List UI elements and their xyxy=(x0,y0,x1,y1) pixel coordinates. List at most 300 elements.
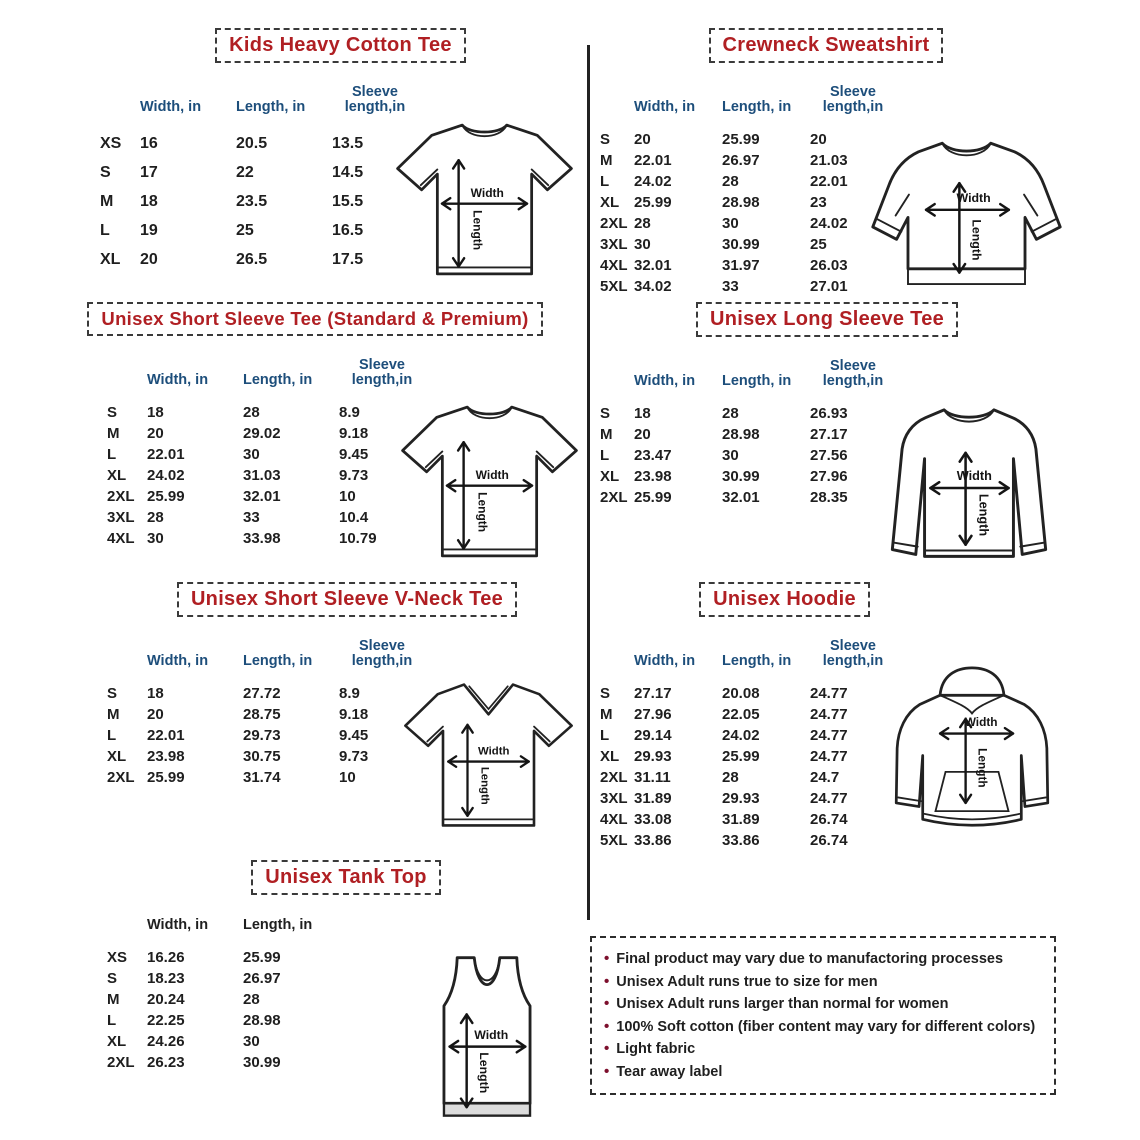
size-table xyxy=(100,85,418,274)
hoodie-illustration xyxy=(876,666,1068,844)
size-value: 28.75 xyxy=(243,706,281,723)
size-value: 32.01 xyxy=(243,488,281,505)
size-value: 29.93 xyxy=(722,790,760,807)
width-label: Width xyxy=(470,186,504,201)
size-label: 4XL xyxy=(600,811,628,828)
section-title-box xyxy=(696,302,958,337)
size-row xyxy=(107,1031,339,1052)
size-label: L xyxy=(600,447,610,464)
size-value: 20 xyxy=(810,131,827,148)
size-value: 26.74 xyxy=(810,832,848,849)
column-header: Width, in xyxy=(147,372,209,388)
section-kids-heavy-cotton-tee xyxy=(40,28,585,274)
corner-cell xyxy=(600,359,634,403)
width-label: Width xyxy=(475,468,509,483)
size-value: 30.99 xyxy=(243,1054,281,1071)
size-label: 3XL xyxy=(107,509,135,526)
size-value: 28 xyxy=(722,769,739,786)
column-header: Length, in xyxy=(236,99,306,115)
size-label: XL xyxy=(107,1033,127,1050)
size-label: M xyxy=(107,425,120,442)
size-table xyxy=(107,639,425,788)
size-row xyxy=(600,424,896,445)
size-row xyxy=(600,809,896,830)
title-row xyxy=(45,860,585,895)
size-label: S xyxy=(107,970,118,987)
column-header: Width, in xyxy=(147,653,209,669)
size-value: 20.24 xyxy=(147,991,185,1008)
size-value: 29.14 xyxy=(634,727,672,744)
size-row xyxy=(600,683,896,704)
column-header: Sleeve length,in xyxy=(351,638,413,669)
size-value: 18.23 xyxy=(147,970,185,987)
size-value: 28 xyxy=(147,509,164,526)
size-value: 22.01 xyxy=(810,173,848,190)
size-value: 22.05 xyxy=(722,706,760,723)
bullet-icon: • xyxy=(604,972,610,990)
note-text: Final product may vary due to manufactoring processes xyxy=(616,951,1004,967)
size-value: 8.9 xyxy=(339,404,360,421)
section-crewneck-sweatshirt xyxy=(596,28,1136,297)
size-value: 29.93 xyxy=(634,748,672,765)
tank-top-illustration xyxy=(423,952,551,1127)
size-value: 25.99 xyxy=(147,488,185,505)
size-row xyxy=(107,767,425,788)
size-label: 2XL xyxy=(600,769,628,786)
size-value: 26.97 xyxy=(722,152,760,169)
corner-cell xyxy=(100,85,140,129)
size-value: 24.7 xyxy=(810,769,840,786)
note-item xyxy=(604,971,1042,994)
size-row xyxy=(107,725,425,746)
size-value: 22.01 xyxy=(634,152,672,169)
size-label: S xyxy=(600,685,611,702)
size-value: 27.96 xyxy=(634,706,672,723)
bullet-icon: • xyxy=(604,1017,610,1035)
title-row xyxy=(45,582,585,617)
size-row xyxy=(107,465,425,486)
size-value: 28.98 xyxy=(243,1012,281,1029)
length-label: Length xyxy=(969,219,984,261)
size-value: 25.99 xyxy=(722,748,760,765)
note-item xyxy=(604,1061,1042,1084)
note-text: Tear away label xyxy=(616,1063,723,1080)
size-value: 31.89 xyxy=(722,811,760,828)
bullet-icon: • xyxy=(604,995,610,1012)
size-table xyxy=(600,639,896,851)
size-row xyxy=(107,968,339,989)
size-row xyxy=(100,216,418,245)
size-row xyxy=(107,423,425,444)
size-value: 9.18 xyxy=(339,706,369,723)
size-row xyxy=(600,704,896,725)
header-row xyxy=(107,639,425,683)
size-label: L xyxy=(600,727,610,744)
size-label: S xyxy=(600,405,611,422)
note-item xyxy=(604,1016,1042,1039)
length-label: Length xyxy=(478,766,491,805)
size-value: 30 xyxy=(147,530,164,547)
size-value: 23.98 xyxy=(634,468,672,485)
size-value: 21.03 xyxy=(810,152,848,169)
section-title: Crewneck Sweatshirt xyxy=(722,34,930,56)
tee-illustration xyxy=(397,396,582,567)
size-row xyxy=(600,746,896,767)
size-label: 4XL xyxy=(107,530,135,547)
column-header: Length, in xyxy=(722,99,792,115)
size-value: 25.99 xyxy=(634,489,672,506)
size-value: 28 xyxy=(243,404,260,421)
size-value: 24.77 xyxy=(810,790,848,807)
size-value: 20 xyxy=(147,706,164,723)
size-value: 28.98 xyxy=(722,426,760,443)
size-table xyxy=(107,358,425,549)
width-label: Width xyxy=(956,191,991,206)
column-divider xyxy=(587,45,590,920)
size-value: 33 xyxy=(722,278,739,295)
length-label: Length xyxy=(476,1052,491,1094)
size-row xyxy=(107,947,339,968)
size-row xyxy=(107,444,425,465)
size-value: 18 xyxy=(140,192,158,210)
size-table xyxy=(107,917,339,1073)
width-label: Width xyxy=(478,745,510,758)
notes-box xyxy=(590,936,1056,1095)
size-value: 24.02 xyxy=(810,215,848,232)
size-label: L xyxy=(107,446,117,463)
size-value: 31.97 xyxy=(722,257,760,274)
length-label: Length xyxy=(475,492,490,533)
note-item xyxy=(604,948,1042,971)
size-value: 26.97 xyxy=(243,970,281,987)
size-table xyxy=(600,359,896,508)
size-value: 31.11 xyxy=(634,769,671,786)
size-value: 28 xyxy=(243,991,260,1008)
tee-illustration xyxy=(392,114,577,285)
size-value: 17.5 xyxy=(332,250,364,268)
size-value: 28 xyxy=(722,405,739,422)
size-value: 27.96 xyxy=(810,468,848,485)
size-value: 30 xyxy=(243,1033,260,1050)
width-label: Width xyxy=(964,715,998,730)
size-value: 25.99 xyxy=(243,949,281,966)
size-label: S xyxy=(600,131,611,148)
size-value: 23.98 xyxy=(147,748,185,765)
size-label: 2XL xyxy=(107,1054,135,1071)
size-label: L xyxy=(107,727,117,744)
size-value: 23 xyxy=(810,194,827,211)
size-value: 30.75 xyxy=(243,748,281,765)
size-value: 22 xyxy=(236,163,254,181)
size-value: 20.5 xyxy=(236,134,268,152)
size-label: S xyxy=(107,404,118,421)
section-unisex-long-sleeve-tee xyxy=(596,302,1136,537)
section-title: Unisex Hoodie xyxy=(713,588,856,610)
size-value: 10 xyxy=(339,488,356,505)
section-title: Unisex Short Sleeve Tee (Standard & Premium) xyxy=(101,308,529,329)
section-unisex-tank-top xyxy=(45,860,585,1094)
size-value: 27.17 xyxy=(810,426,848,443)
size-row xyxy=(600,445,896,466)
size-label: 2XL xyxy=(600,215,628,232)
size-label: 2XL xyxy=(600,489,628,506)
section-unisex-hoodie xyxy=(596,582,1136,851)
size-value: 25 xyxy=(236,221,254,239)
header-row xyxy=(600,359,896,403)
size-value: 31.89 xyxy=(634,790,672,807)
size-value: 25.99 xyxy=(634,194,672,211)
size-value: 19 xyxy=(140,221,158,239)
size-value: 24.26 xyxy=(147,1033,185,1050)
header-row xyxy=(107,358,425,402)
size-value: 26.74 xyxy=(810,811,848,828)
section-title-box xyxy=(215,28,466,63)
size-value: 29.02 xyxy=(243,425,281,442)
size-label: S xyxy=(107,685,118,702)
section-unisex-v-neck-tee xyxy=(45,582,585,805)
column-header: Length, in xyxy=(243,372,313,388)
note-text: Unisex Adult runs larger than normal for women xyxy=(616,996,949,1012)
size-value: 24.77 xyxy=(810,706,848,723)
size-value: 30.99 xyxy=(722,236,760,253)
size-value: 30 xyxy=(722,215,739,232)
size-value: 24.02 xyxy=(722,727,760,744)
section-title-box xyxy=(699,582,870,617)
size-value: 18 xyxy=(147,404,164,421)
size-row xyxy=(600,255,896,276)
size-value: 27.72 xyxy=(243,685,281,702)
size-value: 28.98 xyxy=(722,194,760,211)
size-value: 33.08 xyxy=(634,811,672,828)
size-label: S xyxy=(100,163,111,181)
size-value: 34.02 xyxy=(634,278,672,295)
size-label: L xyxy=(107,1012,117,1029)
size-value: 20.08 xyxy=(722,685,760,702)
size-value: 18 xyxy=(147,685,164,702)
size-label: L xyxy=(100,221,110,239)
bullet-icon: • xyxy=(604,1062,610,1080)
size-value: 30 xyxy=(722,447,739,464)
size-label: XS xyxy=(107,949,128,966)
size-value: 16.5 xyxy=(332,221,364,239)
size-value: 23.47 xyxy=(634,447,672,464)
note-text: Unisex Adult runs true to size for men xyxy=(616,973,878,990)
size-row xyxy=(100,129,418,158)
size-value: 33.86 xyxy=(722,832,760,849)
size-table xyxy=(600,85,896,297)
size-label: 3XL xyxy=(600,790,628,807)
corner-cell xyxy=(107,639,147,683)
size-value: 30 xyxy=(634,236,651,253)
size-row xyxy=(107,528,425,549)
size-value: 33 xyxy=(243,509,260,526)
size-row xyxy=(600,234,896,255)
size-label: XL xyxy=(600,468,620,485)
v-neck-tee-illustration xyxy=(401,674,576,836)
long-sleeve-tee-illustration xyxy=(864,398,1074,579)
size-row xyxy=(600,487,896,508)
column-header: Length, in xyxy=(243,653,313,669)
size-value: 31.74 xyxy=(243,769,281,786)
size-row xyxy=(100,245,418,274)
header-row xyxy=(600,85,896,129)
section-title-box xyxy=(177,582,517,617)
corner-cell xyxy=(600,85,634,129)
size-value: 17 xyxy=(140,163,158,181)
size-row xyxy=(107,989,339,1010)
column-header: Length, in xyxy=(722,373,792,389)
size-value: 24.77 xyxy=(810,748,848,765)
length-label: Length xyxy=(470,210,485,251)
size-value: 29.73 xyxy=(243,727,281,744)
size-value: 32.01 xyxy=(722,489,760,506)
size-label: 2XL xyxy=(107,769,135,786)
size-value: 23.5 xyxy=(236,192,268,210)
size-label: M xyxy=(100,192,114,210)
width-label: Width xyxy=(474,1028,509,1043)
size-value: 24.02 xyxy=(147,467,185,484)
section-title: Unisex Tank Top xyxy=(265,866,427,888)
column-header: Width, in xyxy=(634,99,696,115)
title-row xyxy=(596,582,1136,617)
size-value: 24.77 xyxy=(810,727,848,744)
section-title-box xyxy=(87,302,542,336)
notes-list xyxy=(604,948,1042,1083)
size-value: 20 xyxy=(634,131,651,148)
section-title-box xyxy=(251,860,441,895)
size-row xyxy=(600,150,896,171)
title-row xyxy=(596,302,1136,337)
size-value: 10 xyxy=(339,769,356,786)
size-value: 24.77 xyxy=(810,685,848,702)
size-row xyxy=(600,767,896,788)
size-row xyxy=(600,192,896,213)
size-row xyxy=(107,746,425,767)
size-value: 27.56 xyxy=(810,447,848,464)
title-row xyxy=(45,302,585,336)
size-value: 26.03 xyxy=(810,257,848,274)
column-header: Sleeve length,in xyxy=(351,357,413,388)
size-label: XS xyxy=(100,134,122,152)
size-label: M xyxy=(107,991,120,1008)
bullet-icon: • xyxy=(604,1040,610,1057)
column-header: Length, in xyxy=(243,917,313,933)
size-label: XL xyxy=(600,194,620,211)
size-label: 5XL xyxy=(600,832,628,849)
size-label: M xyxy=(600,426,613,443)
title-row xyxy=(40,28,585,63)
size-value: 28 xyxy=(634,215,651,232)
size-value: 30 xyxy=(243,446,260,463)
size-value: 20 xyxy=(147,425,164,442)
size-value: 20 xyxy=(634,426,651,443)
size-row xyxy=(600,788,896,809)
note-item xyxy=(604,993,1042,1016)
size-value: 28.35 xyxy=(810,489,848,506)
note-text: Light fabric xyxy=(616,1041,696,1057)
length-label: Length xyxy=(975,748,990,788)
size-value: 26.93 xyxy=(810,405,848,422)
size-value: 22.25 xyxy=(147,1012,185,1029)
column-header: Width, in xyxy=(147,917,209,933)
size-value: 10.4 xyxy=(339,509,369,526)
size-value: 33.86 xyxy=(634,832,672,849)
size-value: 8.9 xyxy=(339,685,360,702)
width-label: Width xyxy=(956,469,992,484)
section-unisex-short-sleeve-tee xyxy=(45,302,585,549)
size-value: 9.73 xyxy=(339,467,369,484)
size-value: 22.01 xyxy=(147,727,185,744)
size-value: 33.98 xyxy=(243,530,281,547)
size-row xyxy=(107,1010,339,1031)
size-value: 16 xyxy=(140,134,158,152)
corner-cell xyxy=(107,917,147,947)
column-header: Sleeve length,in xyxy=(822,84,884,115)
size-label: M xyxy=(107,706,120,723)
header-row xyxy=(107,917,339,947)
size-row xyxy=(100,158,418,187)
size-value: 22.01 xyxy=(147,446,185,463)
size-value: 16.26 xyxy=(147,949,185,966)
corner-cell xyxy=(600,639,634,683)
size-row xyxy=(107,486,425,507)
size-label: M xyxy=(600,706,613,723)
title-row xyxy=(596,28,1136,63)
column-header: Sleeve length,in xyxy=(344,84,406,115)
size-label: 5XL xyxy=(600,278,628,295)
size-label: 3XL xyxy=(600,236,628,253)
size-row xyxy=(600,171,896,192)
size-value: 9.45 xyxy=(339,446,369,463)
size-row xyxy=(100,187,418,216)
size-value: 9.73 xyxy=(339,748,369,765)
size-value: 20 xyxy=(140,250,158,268)
size-value: 9.18 xyxy=(339,425,369,442)
size-label: 2XL xyxy=(107,488,135,505)
size-label: XL xyxy=(100,250,121,268)
section-title: Unisex Short Sleeve V-Neck Tee xyxy=(190,588,504,610)
size-value: 28 xyxy=(722,173,739,190)
size-value: 24.02 xyxy=(634,173,672,190)
column-header: Width, in xyxy=(634,373,696,389)
size-value: 30.99 xyxy=(722,468,760,485)
size-label: XL xyxy=(107,748,127,765)
size-row xyxy=(600,276,896,297)
size-value: 25.99 xyxy=(147,769,185,786)
size-label: 4XL xyxy=(600,257,628,274)
size-value: 25.99 xyxy=(722,131,760,148)
size-row xyxy=(107,402,425,423)
size-row xyxy=(107,683,425,704)
size-value: 9.45 xyxy=(339,727,369,744)
size-value: 13.5 xyxy=(332,134,364,152)
corner-cell xyxy=(107,358,147,402)
size-row xyxy=(600,213,896,234)
size-row xyxy=(600,830,896,851)
size-value: 25 xyxy=(810,236,827,253)
bullet-icon: • xyxy=(604,950,610,967)
size-label: M xyxy=(600,152,613,169)
size-value: 26.5 xyxy=(236,250,268,268)
size-row xyxy=(600,725,896,746)
section-title: Unisex Long Sleeve Tee xyxy=(709,308,945,330)
size-value: 27.01 xyxy=(810,278,848,295)
size-row xyxy=(107,507,425,528)
size-row xyxy=(600,403,896,424)
size-row xyxy=(107,704,425,725)
column-header: Width, in xyxy=(634,653,696,669)
size-label: XL xyxy=(107,467,127,484)
